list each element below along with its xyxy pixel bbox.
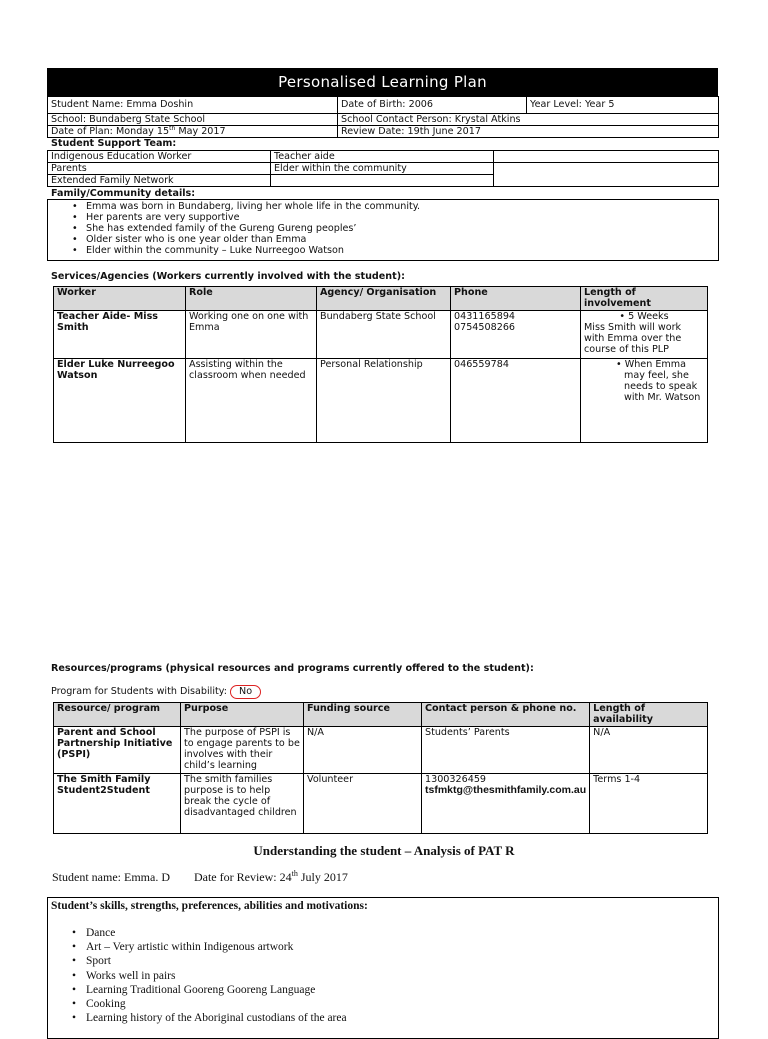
length-bullet: • 5 Weeks: [619, 311, 669, 322]
support-team-table: [47, 150, 719, 187]
family-list: [48, 201, 718, 256]
contact-cell: [422, 727, 590, 774]
phone-cell: 046559784: [451, 359, 581, 443]
family-heading: Family/Community details:: [51, 188, 196, 199]
services-table: [53, 286, 708, 443]
agency-cell: Bundaberg State School: [317, 311, 451, 359]
contact-cell: [422, 774, 590, 834]
date-of-birth: Date of Birth: 2006: [338, 97, 527, 114]
resource-cell: The Smith Family Student2Student: [54, 774, 181, 834]
analysis-student-name: Student name: Emma. D: [52, 870, 170, 884]
list-item: • Older sister who is one year older than Emma: [48, 234, 718, 245]
column-header: Contact person & phone no.: [422, 703, 590, 727]
skills-heading: Student’s skills, strengths, preferences, abilities and motivations:: [51, 900, 368, 912]
column-header: Funding source: [304, 703, 422, 727]
review-date: Review Date: 19th June 2017: [338, 126, 719, 138]
support-team-cell: Elder within the community: [271, 163, 494, 175]
column-header: Length of involvement: [581, 287, 708, 311]
column-header: Phone: [451, 287, 581, 311]
table-row: [54, 359, 708, 443]
student-name: Student Name: Emma Doshin: [48, 97, 338, 114]
funding-cell: N/A: [304, 727, 422, 774]
support-team-cell: [494, 151, 719, 163]
column-header: Resource/ program: [54, 703, 181, 727]
list-item: • Dance: [48, 926, 718, 940]
table-row: [54, 727, 708, 774]
resources-table: [53, 702, 708, 834]
skills-box: [47, 897, 719, 1039]
length-bullet: • When Emma may feel, she needs to speak with Mr. Watson: [616, 359, 701, 403]
support-team-cell: [494, 163, 719, 187]
date-of-plan: Date of Plan: Monday 15th May 2017: [48, 126, 338, 138]
support-team-cell: Teacher aide: [271, 151, 494, 163]
support-team-heading: Student Support Team:: [51, 138, 177, 149]
pspd-label: Program for Students with Disability:: [51, 686, 227, 697]
contact-person-text: Students’ Parents: [425, 727, 510, 738]
role-cell: Assisting within the classroom when needed: [186, 359, 317, 443]
column-header: Length of availability: [590, 703, 708, 727]
school: School: Bundaberg State School: [48, 114, 338, 126]
support-team-cell: Indigenous Education Worker: [48, 151, 271, 163]
pspd-line: [51, 685, 261, 699]
role-cell: Working one on one with Emma: [186, 311, 317, 359]
funding-cell: Volunteer: [304, 774, 422, 834]
list-item: • Emma was born in Bundaberg, living her whole life in the community.: [48, 201, 718, 212]
family-details-box: [47, 199, 719, 261]
length-cell: [581, 359, 708, 443]
analysis-heading: Understanding the student – Analysis of PAT R: [253, 843, 515, 858]
list-item: • Works well in pairs: [48, 969, 718, 983]
resources-heading: Resources/programs (physical resources and programs currently offered to the student):: [51, 663, 534, 674]
contact-phone: 1300326459: [425, 774, 487, 785]
pspd-value: No: [230, 685, 261, 699]
phone-cell: 0431165894 0754508266: [451, 311, 581, 359]
support-team-cell: Parents: [48, 163, 271, 175]
list-item: • She has extended family of the Gureng Gureng peoples’: [48, 223, 718, 234]
length-cell: [581, 311, 708, 359]
column-header: Purpose: [181, 703, 304, 727]
list-item: • Elder within the community – Luke Nurreegoo Watson: [48, 245, 718, 256]
services-heading: Services/Agencies (Workers currently involved with the student):: [51, 271, 405, 282]
length-cell: N/A: [590, 727, 708, 774]
worker-cell: Elder Luke Nurreegoo Watson: [54, 359, 186, 443]
table-row: [54, 311, 708, 359]
purpose-cell: The purpose of PSPI is to engage parents to be involves with their child’s learning: [181, 727, 304, 774]
table-row: [54, 774, 708, 834]
agency-cell: Personal Relationship: [317, 359, 451, 443]
column-header: Agency/ Organisation: [317, 287, 451, 311]
worker-cell: Teacher Aide- Miss Smith: [54, 311, 186, 359]
purpose-cell: The smith families purpose is to help break the cycle of disadvantaged children: [181, 774, 304, 834]
list-item: • Her parents are very supportive: [48, 212, 718, 223]
year-level: Year Level: Year 5: [527, 97, 719, 114]
resource-cell: Parent and School Partnership Initiative (PSPI): [54, 727, 181, 774]
analysis-student-line: [52, 870, 348, 885]
column-header: Worker: [54, 287, 186, 311]
skills-list: [48, 926, 718, 1025]
list-item: • Sport: [48, 954, 718, 968]
length-text: Miss Smith will work with Emma over the course of this PLP: [584, 322, 682, 355]
support-team-cell: [271, 175, 494, 187]
contact-email-link[interactable]: tsfmktg@thesmithfamily.com.au: [425, 784, 587, 796]
list-item: • Learning Traditional Gooreng Gooreng Language: [48, 983, 718, 997]
column-header: Role: [186, 287, 317, 311]
document-title: Personalised Learning Plan: [47, 68, 718, 96]
list-item: • Art – Very artistic within Indigenous artwork: [48, 940, 718, 954]
support-team-cell: Extended Family Network: [48, 175, 271, 187]
list-item: • Learning history of the Aboriginal custodians of the area: [48, 1011, 718, 1025]
analysis-review-date: Date for Review: 24th July 2017: [193, 869, 348, 884]
length-cell: Terms 1-4: [590, 774, 708, 834]
contact-person: School Contact Person: Krystal Atkins: [338, 114, 719, 126]
list-item: • Cooking: [48, 997, 718, 1011]
student-info-table: [47, 96, 719, 138]
